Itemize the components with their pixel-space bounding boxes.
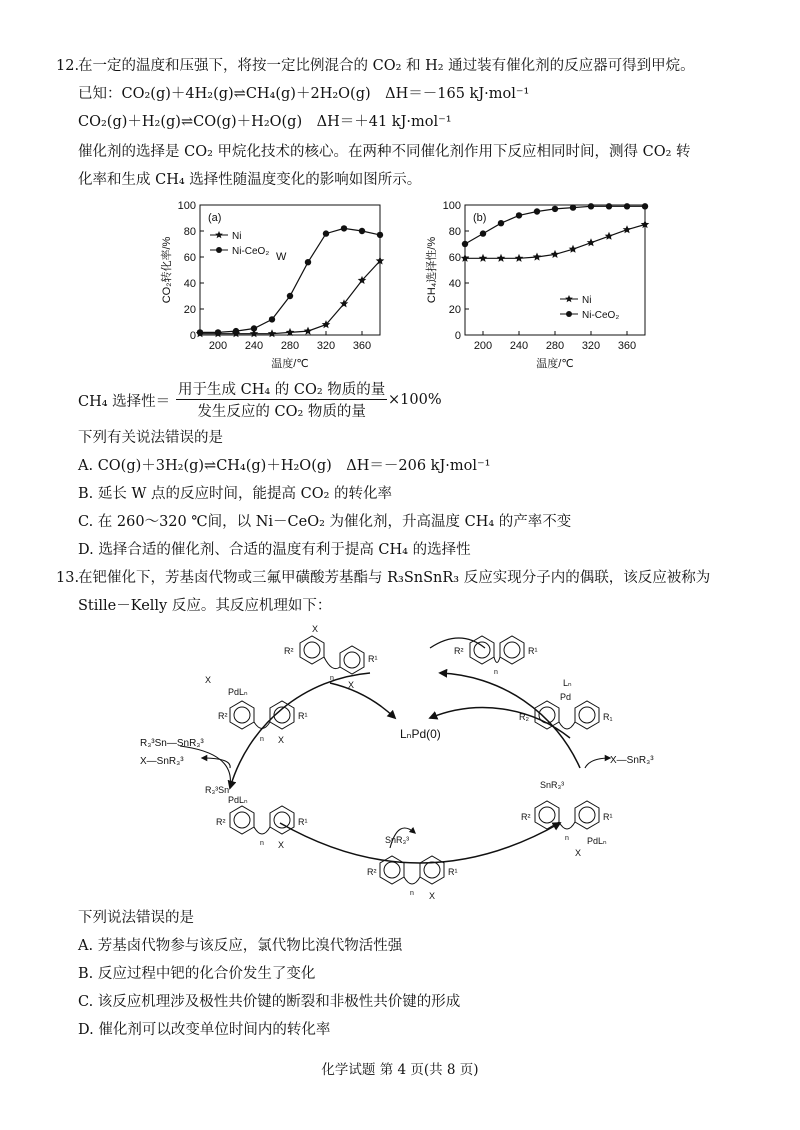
q12-known-equation-1: 已知：CO₂(g)＋4H₂(g)⇌CH₄(g)＋2H₂O(g) ΔH＝－165 kJ·mol⁻¹: [78, 86, 530, 102]
x-tick-label: 280: [280, 340, 300, 352]
data-point: [359, 228, 365, 234]
selectivity-numerator: 用于生成 CH₄ 的 CO₂ 物质的量: [176, 378, 387, 400]
molecule-palladacycle: [519, 678, 613, 729]
x-axis-label: 温度/℃: [271, 358, 309, 370]
svg-text:n: n: [410, 890, 414, 897]
y-tick-label: 20: [448, 304, 461, 316]
svg-text:R²: R²: [284, 646, 294, 656]
molecule-coupled-product: [454, 636, 538, 676]
y-axis-label: CO₂转化率/%: [161, 236, 173, 304]
cycle-arc-left: [230, 673, 370, 788]
q12-stem-line2: 催化剂的选择是 CO₂ 甲烷化技术的核心。在两种不同催化剂作用下反应相同时间，测得 CO₂ 转: [78, 144, 691, 160]
svg-text:n: n: [330, 675, 334, 682]
legend-label: Ni-CeO₂: [582, 310, 620, 321]
svg-text:R₂: R₂: [519, 712, 529, 722]
data-point: [197, 329, 203, 335]
data-point: [606, 203, 612, 209]
svg-text:R¹: R¹: [298, 817, 308, 827]
q13-option-d: D. 催化剂可以改变单位时间内的转化率: [78, 1022, 331, 1038]
data-point: [497, 254, 506, 262]
data-point: [323, 230, 329, 236]
data-point: [642, 203, 648, 209]
svg-text:X: X: [575, 848, 582, 858]
reagent-distannane: R₃³Sn—SnR₃³: [140, 738, 204, 749]
q13-number: 13.: [56, 570, 80, 586]
q13-option-c: C. 该反应机理涉及极性共价键的断裂和非极性共价键的形成: [78, 994, 461, 1010]
molecule-biaryl-dihalide: [284, 624, 378, 690]
selectivity-tail: ×100%: [388, 392, 442, 408]
y-tick-label: 60: [183, 252, 196, 264]
y-tick-label: 100: [177, 200, 196, 212]
y-tick-label: 80: [448, 226, 461, 238]
x-axis-label: 温度/℃: [536, 358, 574, 370]
q13-question: 下列说法错误的是: [78, 910, 194, 926]
svg-text:SnR₃³: SnR₃³: [385, 835, 410, 845]
y-tick-label: 60: [448, 252, 461, 264]
svg-text:n: n: [494, 669, 498, 676]
svg-text:R¹: R¹: [528, 646, 538, 656]
data-point: [233, 328, 239, 334]
chart-a-co2-conversion: [150, 195, 400, 380]
data-point: [377, 232, 383, 238]
data-point: [462, 241, 468, 247]
y-tick-label: 0: [189, 330, 196, 342]
svg-text:n: n: [260, 736, 264, 743]
svg-text:X: X: [205, 675, 212, 685]
plot-frame: [200, 205, 380, 335]
q13-stem-line2: Stille－Kelly 反应。其反应机理如下：: [78, 598, 332, 614]
selectivity-fraction: [176, 378, 387, 421]
data-point: [551, 250, 560, 258]
svg-text:R₁: R₁: [603, 712, 613, 722]
svg-text:Lₙ: Lₙ: [563, 678, 572, 688]
svg-text:R¹: R¹: [603, 812, 613, 822]
svg-text:R¹: R¹: [298, 711, 308, 721]
x-tick-label: 320: [581, 340, 601, 352]
x-tick-label: 240: [244, 340, 264, 352]
data-point: [268, 329, 277, 337]
svg-text:PdLₙ: PdLₙ: [587, 836, 607, 846]
data-point: [215, 329, 221, 335]
legend-label: Ni: [582, 295, 592, 306]
svg-text:PdLₙ: PdLₙ: [228, 687, 248, 697]
q12-option-c: C. 在 260～320 ℃间，以 Ni－CeO₂ 为催化剂，升高温度 CH₄ 的产率不变: [78, 514, 572, 530]
q12-known-equation-2: CO₂(g)＋H₂(g)⇌CO(g)＋H₂O(g) ΔH＝＋41 kJ·mol⁻¹: [78, 114, 452, 130]
x-tick-label: 200: [208, 340, 228, 352]
cycle-arc-bottom: [280, 823, 560, 863]
page-footer: 化学试题 第 4 页(共 8 页): [321, 1062, 479, 1078]
byproduct-x-snr3-right: X—SnR₃³: [610, 755, 654, 766]
data-point: [570, 204, 576, 210]
x-tick-label: 360: [617, 340, 637, 352]
molecule-stannyl-pd: [205, 785, 308, 850]
y-tick-label: 20: [183, 304, 196, 316]
center-lnpd0: LₙPd(0): [400, 727, 441, 741]
q12-stem-line3: 化率和生成 CH₄ 选择性随温度变化的影响如图所示。: [78, 172, 422, 188]
legend-marker: [215, 231, 223, 238]
data-point: [605, 232, 614, 240]
svg-text:X: X: [312, 624, 319, 634]
data-point: [480, 230, 486, 236]
q12-option-a: A. CO(g)＋3H₂(g)⇌CH₄(g)＋H₂O(g) ΔH＝－206 kJ·mol⁻¹: [78, 458, 491, 474]
y-axis-label: CH₄选择性/%: [426, 236, 438, 304]
svg-text:R¹: R¹: [368, 654, 378, 664]
q12-option-b: B. 延长 W 点的反应时间，能提高 CO₂ 的转化率: [78, 486, 393, 502]
data-point: [287, 293, 293, 299]
svg-text:X: X: [278, 735, 285, 745]
series-line-1: [200, 228, 380, 332]
stille-kelly-mechanism-diagram: [140, 618, 700, 908]
legend-marker: [216, 247, 222, 253]
q12-option-d: D. 选择合适的催化剂、合适的温度有利于提高 CH₄ 的选择性: [78, 542, 471, 558]
svg-text:X: X: [429, 891, 436, 901]
data-point: [534, 208, 540, 214]
panel-label: (a): [208, 212, 222, 224]
data-point: [305, 259, 311, 265]
q13-stem-line1: 在钯催化下，芳基卤代物或三氟甲磺酸芳基酯与 R₃SnSnR₃ 反应实现分子内的偶联，该反应被称为: [78, 570, 711, 586]
svg-text:R²: R²: [521, 812, 531, 822]
x-tick-label: 240: [509, 340, 529, 352]
svg-text:n: n: [260, 840, 264, 847]
data-point: [251, 325, 257, 331]
svg-text:Pd: Pd: [560, 692, 572, 702]
data-point: [533, 253, 542, 261]
svg-text:SnR₃³: SnR₃³: [540, 780, 565, 790]
svg-text:R²: R²: [216, 817, 226, 827]
svg-text:R²: R²: [454, 646, 464, 656]
data-point: [587, 238, 596, 246]
data-point: [624, 203, 630, 209]
svg-text:n: n: [565, 835, 569, 842]
q13-option-b: B. 反应过程中钯的化合价发生了变化: [78, 966, 316, 982]
data-point: [623, 225, 632, 233]
legend-label: Ni-CeO₂: [232, 246, 270, 257]
svg-text:X: X: [278, 840, 285, 850]
molecule-aryl-stannane: [367, 835, 458, 901]
data-point: [515, 254, 524, 262]
q12-stem-line1: 在一定的温度和压强下，将按一定比例混合的 CO₂ 和 H₂ 通过装有催化剂的反应器可得到甲烷。: [78, 58, 695, 74]
legend-label: Ni: [232, 231, 242, 242]
x-tick-label: 200: [473, 340, 493, 352]
data-point: [516, 212, 522, 218]
selectivity-denominator: 发生反应的 CO₂ 物质的量: [197, 404, 366, 420]
y-tick-label: 80: [183, 226, 196, 238]
chart-b-ch4-selectivity: [415, 195, 665, 380]
data-point: [498, 220, 504, 226]
y-tick-label: 40: [183, 278, 196, 290]
svg-text:R²: R²: [218, 711, 228, 721]
data-point: [341, 225, 347, 231]
data-point: [479, 254, 488, 262]
legend-marker: [566, 311, 572, 317]
selectivity-label: CH₄ 选择性＝: [78, 394, 171, 410]
molecule-stannyl-aryl-pd-halide: [521, 780, 613, 858]
svg-text:X: X: [348, 680, 355, 690]
q12-number: 12.: [56, 58, 80, 74]
data-point: [569, 245, 578, 253]
svg-text:R²: R²: [367, 867, 377, 877]
x-tick-label: 280: [545, 340, 565, 352]
q13-option-a: A. 芳基卤代物参与该反应，氯代物比溴代物活性强: [78, 938, 403, 954]
annotation-w: W: [276, 251, 287, 264]
y-tick-label: 100: [442, 200, 461, 212]
svg-text:R₃³Sn: R₃³Sn: [205, 785, 230, 795]
legend-marker: [565, 295, 573, 302]
data-point: [269, 316, 275, 322]
y-tick-label: 40: [448, 278, 461, 290]
svg-text:PdLₙ: PdLₙ: [228, 795, 248, 805]
data-point: [552, 206, 558, 212]
data-point: [588, 203, 594, 209]
x-tick-label: 360: [352, 340, 372, 352]
svg-text:R¹: R¹: [448, 867, 458, 877]
y-tick-label: 0: [454, 330, 461, 342]
data-point: [304, 327, 313, 335]
q12-question: 下列有关说法错误的是: [78, 430, 223, 446]
panel-label: (b): [473, 212, 487, 224]
byproduct-x-snr3-left: X—SnR₃³: [140, 756, 184, 767]
x-tick-label: 320: [316, 340, 336, 352]
